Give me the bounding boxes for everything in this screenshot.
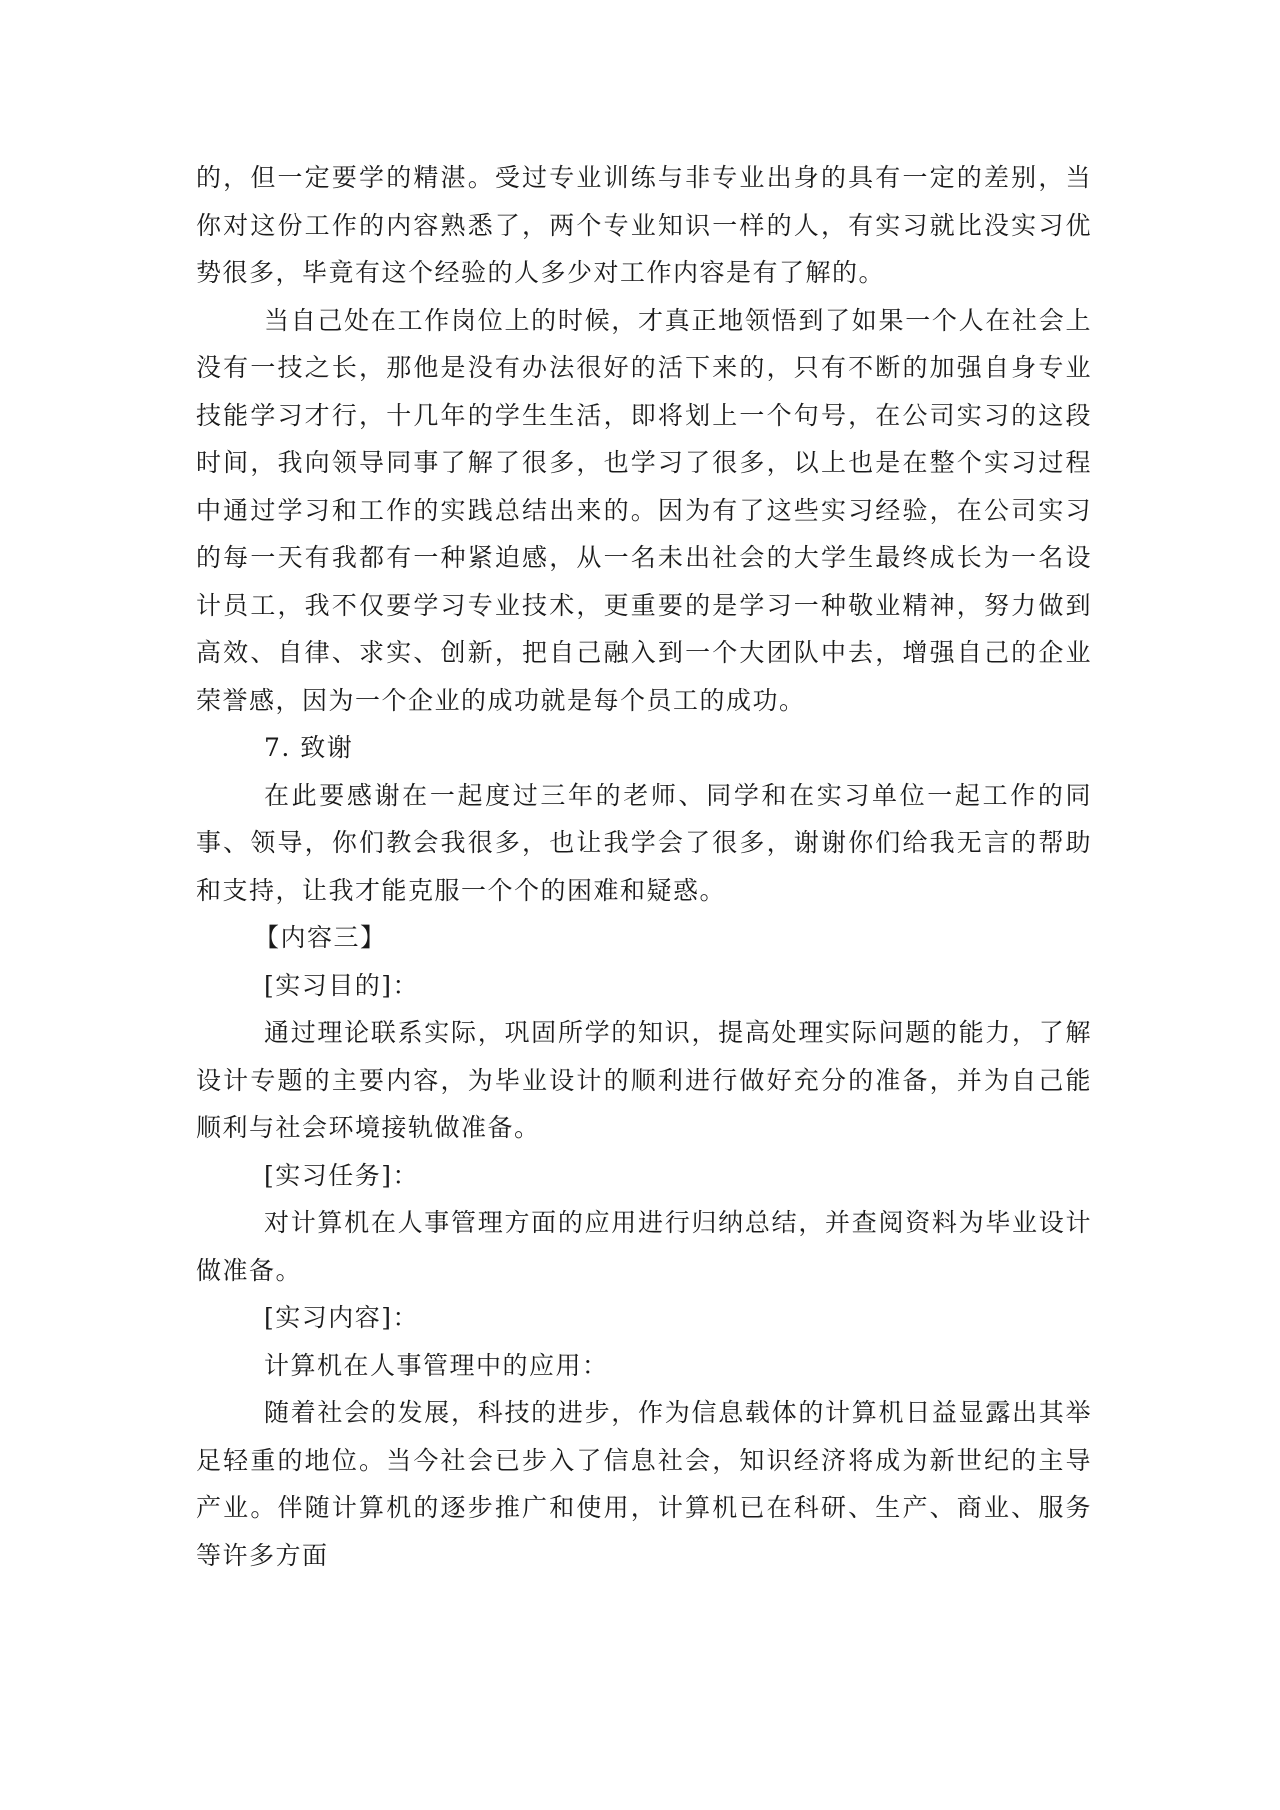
paragraph-computer-in-hr: 随着社会的发展，科技的进步，作为信息载体的计算机日益显露出其举足轻重的地位。当今社会已步入了信息社会，知识经济将成为新世纪的主导产业。伴随计算机的逐步推广和使用，计算机已在科研、生产、商业、服务等许多方面 (196, 1398, 1092, 1570)
section-heading-content-three: 【内容三】 (254, 923, 387, 952)
paragraph-work-reflection: 当自己处在工作岗位上的时候，才真正地领悟到了如果一个人在社会上没有一技之长，那他是没有办法很好的活下来的，只有不断的加强自身专业技能学习才行，十几年的学生生活，即将划上一个句号，在公司实习的这段时间，我向领导同事了解了很多，也学习了很多，以上也是在整个实习过程中通过学习和工作的实践总结出来的。因为有了这些实习经验，在公司实习的每一天有我都有一种紧迫感，从一名未出社会的大学生最终成长为一名设计员工，我不仅要学习专业技术，更重要的是学习一种敬业精神，努力做到高效、自律、求实、创新，把自己融入到一个大团队中去，增强自己的企业荣誉感，因为一个企业的成功就是每个员工的成功。 (196, 305, 1092, 715)
subheading-computer-in-hr: 计算机在人事管理中的应用： (264, 1350, 609, 1380)
paragraph-acknowledgement: 在此要感谢在一起度过三年的老师、同学和在实习单位一起工作的同事、领导，你们教会我很多，也让我学会了很多，谢谢你们给我无言的帮助和支持，让我才能克服一个个的困难和疑惑。 (196, 780, 1092, 905)
subheading-internship-content: [实习内容]： (264, 1303, 420, 1332)
paragraph-internship-purpose: 通过理论联系实际，巩固所学的知识，提高处理实际问题的能力，了解设计专题的主要内容，为毕业设计的顺利进行做好充分的准备，并为自己能顺利与社会环境接轨做准备。 (196, 1018, 1092, 1142)
subheading-internship-purpose: [实习目的]： (264, 970, 420, 1000)
subheading-internship-task: [实习任务]： (264, 1160, 420, 1190)
paragraph-continuation: 的，但一定要学的精湛。受过专业训练与非专业出身的具有一定的差别，当你对这份工作的内容熟悉了，两个专业知识一样的人，有实习就比没实习优势很多，毕竟有这个经验的人多少对工作内容是有了解的。 (196, 163, 1092, 287)
document-body (196, 154, 1092, 1579)
section-heading-acknowledgement: 7. 致谢 (264, 733, 354, 762)
paragraph-internship-task: 对计算机在人事管理方面的应用进行归纳总结，并查阅资料为毕业设计做准备。 (196, 1208, 1092, 1285)
